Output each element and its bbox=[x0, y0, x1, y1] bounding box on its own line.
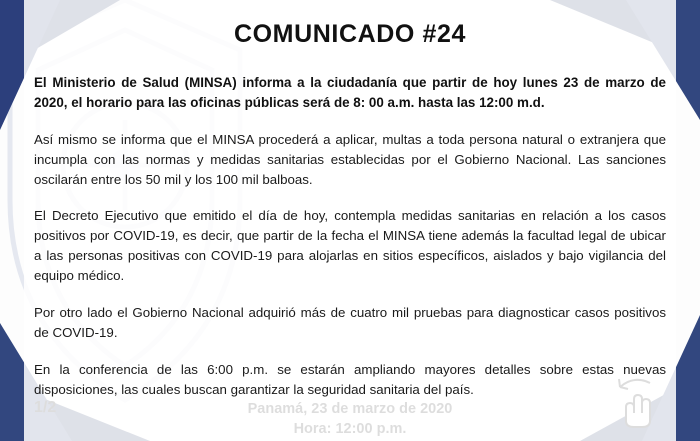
lead-paragraph: El Ministerio de Salud (MINSA) informa a la ciudadanía que partir de hoy lunes 23 de marzo de 2020, el horario para las oficinas públicas será de 8: 00 a.m. hasta las 12:00 m.d. bbox=[34, 75, 666, 110]
body-paragraph-2: El Decreto Ejecutivo que emitido el día de hoy, contempla medidas sanitarias en relación a los casos positivos por COVID-19, es decir, que partir de la fecha el MINSA tiene además la facultad legal de ubicar a las personas positivas con COVID-19 para alojarlas en sitios específicos, aislados y bajo vigilancia del equipo médico. bbox=[34, 208, 666, 284]
page-title: COMUNICADO #24 bbox=[233, 20, 467, 48]
body-paragraph-3: Por otro lado el Gobierno Nacional adquirió más de cuatro mil pruebas para diagnosticar casos positivos de COVID-19. bbox=[34, 305, 666, 341]
body-paragraph-1: Así mismo se informa que el MINSA procederá a aplicar, multas a toda persona natural o extranjera que incumpla con las normas y medidas sanitarias establecidas por el Gobierno Nacional. Las sanciones oscilarán entre los 50 mil y los 100 mil balboas. bbox=[34, 131, 666, 187]
body-paragraph-4: En la conferencia de las 6:00 p.m. se estarán ampliando mayores detalles sobre estas nuevas disposiciones, las cuales buscan garantizar la seguridad sanitaria del país. bbox=[34, 362, 666, 398]
